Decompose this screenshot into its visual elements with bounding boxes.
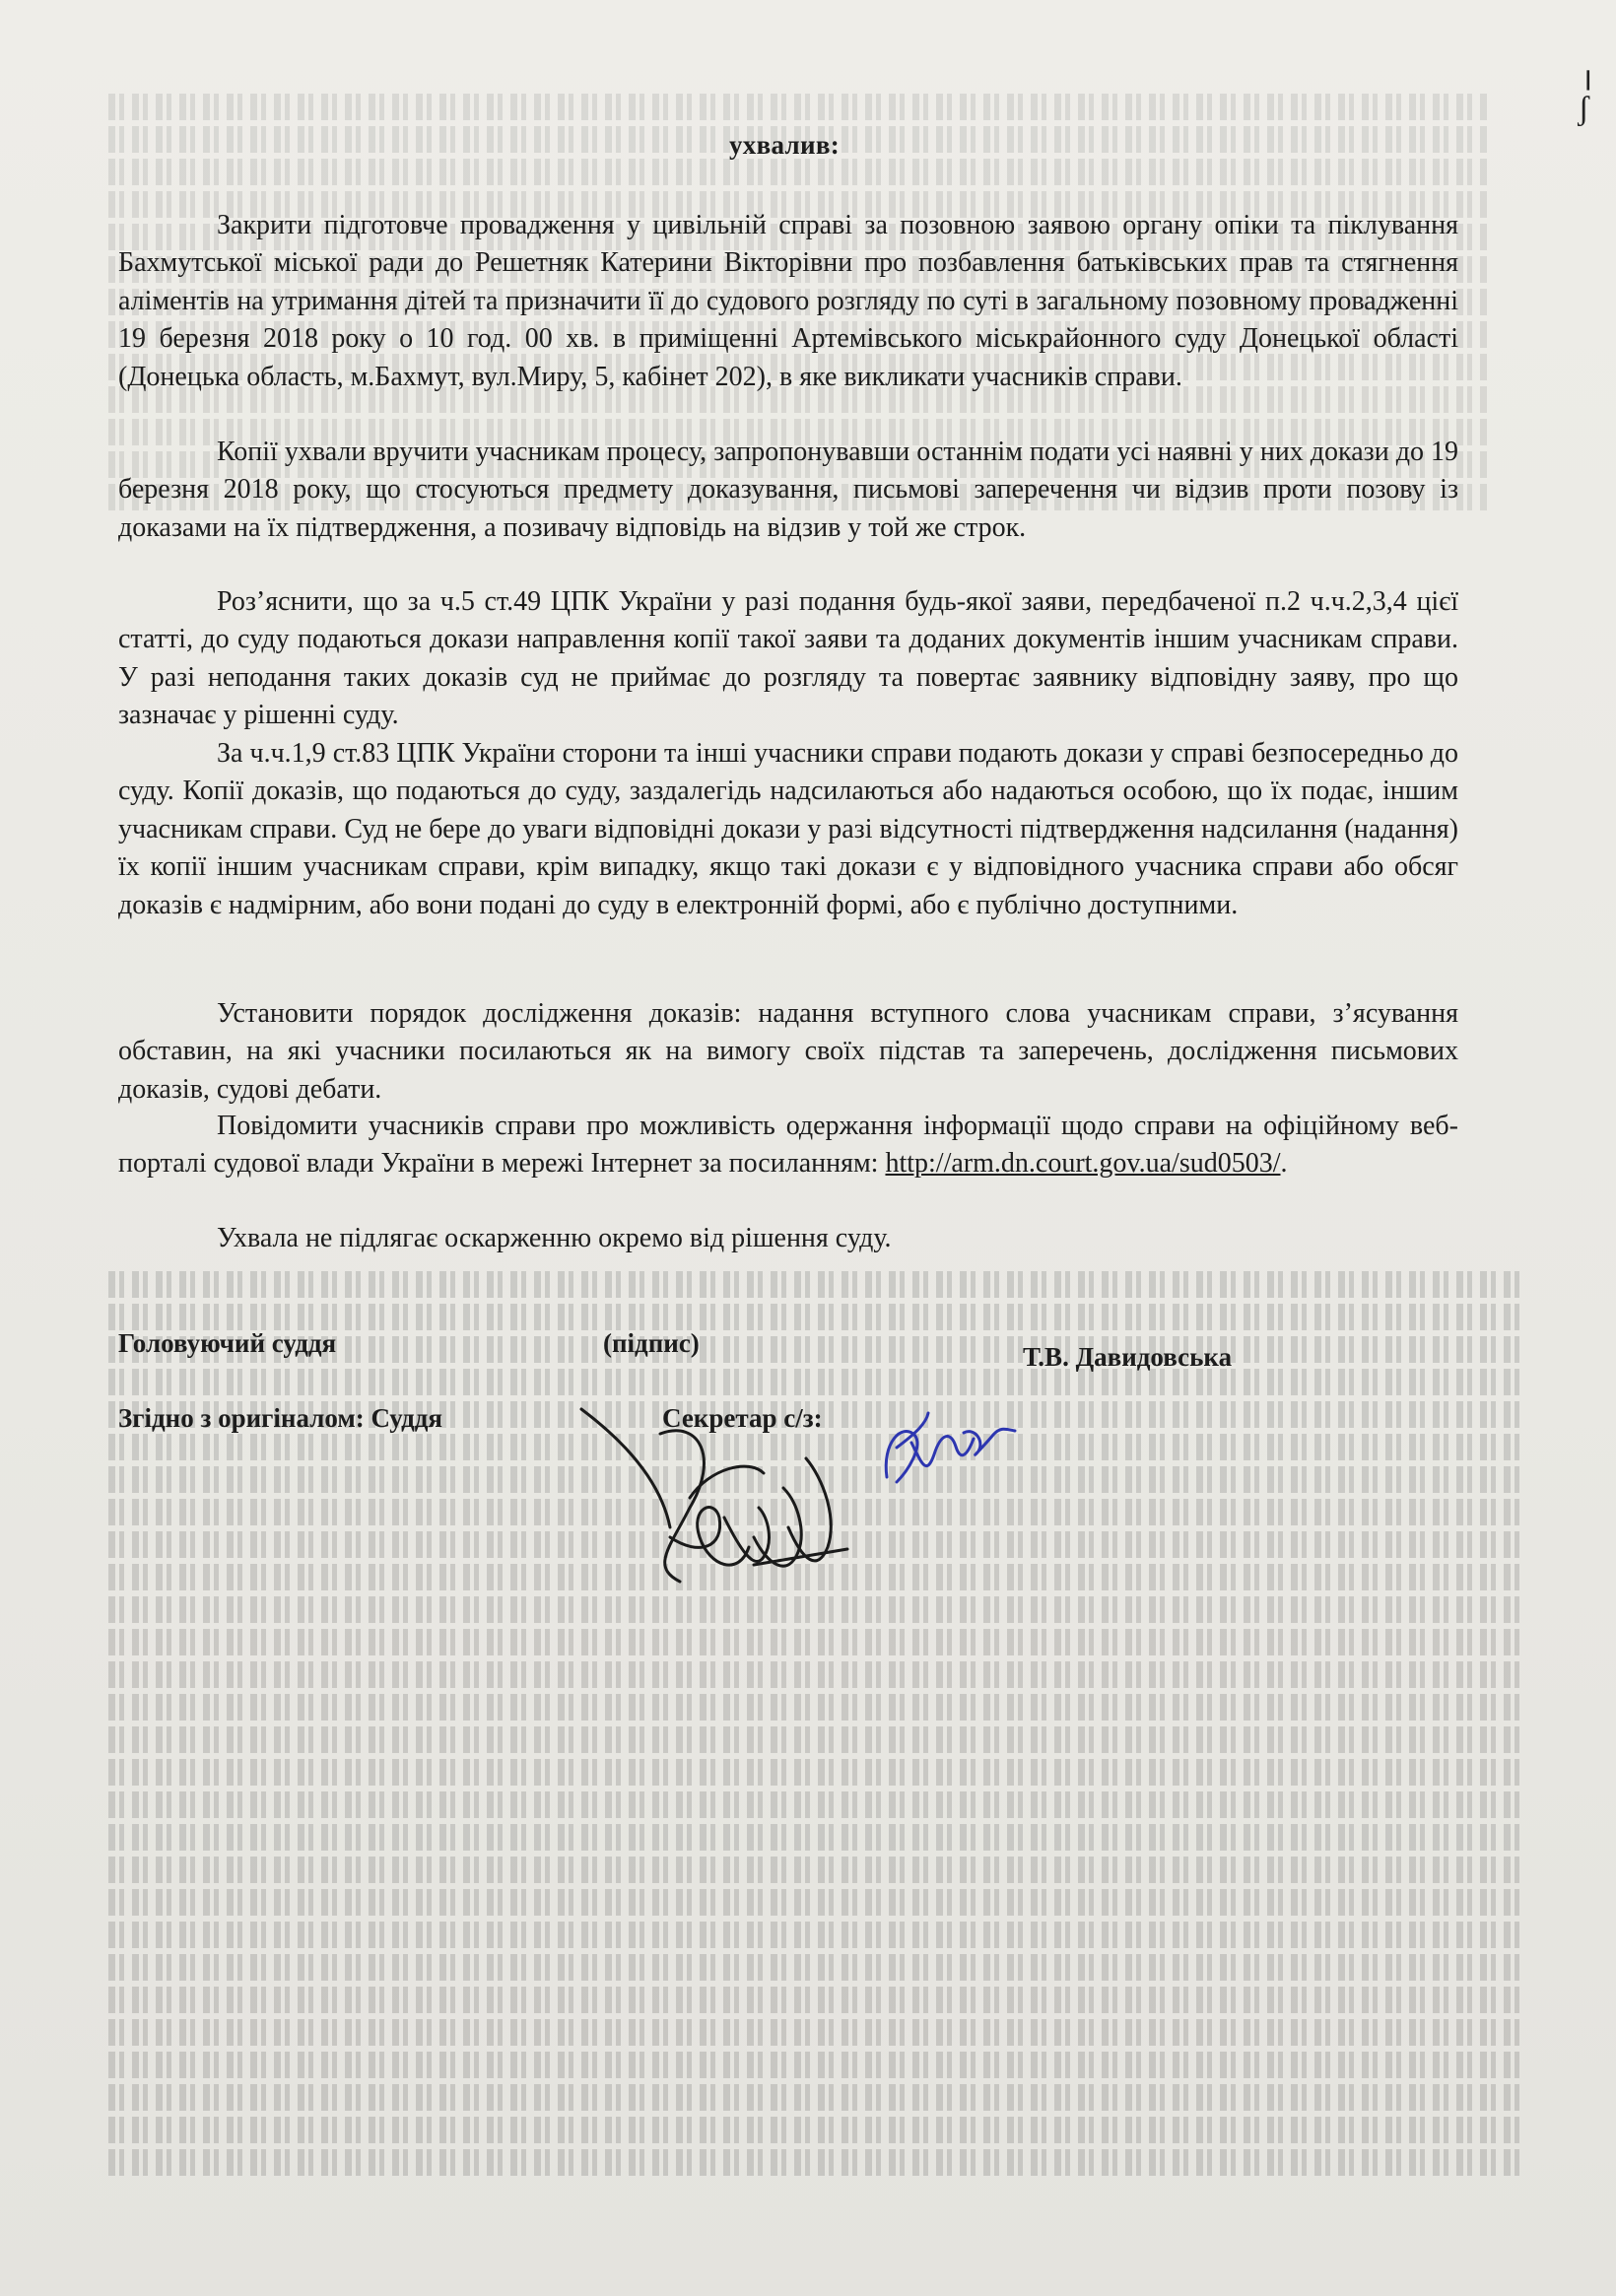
- judge-name: Т.В. Давидовська: [1023, 1342, 1233, 1372]
- handwritten-signature-icon: [552, 1399, 867, 1646]
- paragraph-explanation-art49: Роз’яснити, що за ч.5 ст.49 ЦПК України у разі подання будь-якої заяви, передбаченої п.2 ч.ч.2,3,4 цієї статті, до суду подаються докази направлення копії такої заяви та доданих документів іншим учасникам справи. У разі неподання таких доказів суд не приймає до розгляду та повертає заявнику відповідну заяву, про що зазначає у рішенні суду.: [118, 586, 1458, 731]
- court-portal-link[interactable]: http://arm.dn.court.gov.ua/sud0503/: [885, 1148, 1281, 1180]
- signed-label: (підпис): [603, 1328, 700, 1358]
- notice-tail: .: [1280, 1148, 1288, 1180]
- paragraph-art83: За ч.ч.1,9 ст.83 ЦПК України сторони та інші учасники справи подають докази у справі безпосередньо до суду. Копії доказів, що подаються до суду, заздалегідь надсилаються або надаються особою, що їх подає, іншим учасникам справи. Суд не бере до уваги відповідні докази у разі відсутності підтвердження надсилання (надання) їх копії іншим учасникам справи, крім випадку, якщо такі докази є у відповідного учасника справи або обсяг доказів є надмірним, або вони подані до суду в електронній формі, або є публічно доступними.: [118, 738, 1458, 920]
- paragraph-close-preparatory: Закрити підготовче провадження у цивільній справі за позовною заявою органу опіки та піклування Бахмутської міської ради до Решетняк Катерини Вікторівни про позбавлення батьківських прав та стягнення аліментів на утримання дітей та призначити її до судового розгляду по суті в загальному позовному провадженні 19 березня 2018 року о 10 год. 00 хв. в приміщенні Артемівського міськрайонного суду Донецької області (Донецька область, м.Бахмут, вул.Миру, 5, кабінет 202), в яке викликати учасників справи.: [118, 210, 1458, 392]
- paragraph-copies: Копії ухвали вручити учасникам процесу, запропонувавши останнім подати усі наявні у них докази до 19 березня 2018 року, що стосуються предмету доказування, письмові заперечення чи відзив проти позову із доказами на їх підтвердження, а позивачу відповідь на відзив у той же строк.: [118, 437, 1458, 543]
- staple-mark: ╷ ʃ: [1578, 53, 1598, 127]
- paragraph-evidence-order: Установити порядок дослідження доказів: надання вступного слова учасникам справи, з’ясування обставин, на які учасники посилаються як на вимогу своїх підстав та заперечень, дослідження письмових доказів, судові дебати.: [118, 998, 1458, 1105]
- paragraph-notice: [118, 1108, 1458, 1183]
- blue-ink-signature-icon: [867, 1403, 1025, 1502]
- notice-text: Повідомити учасників справи про можливість одержання інформації щодо справи на офіційному веб-порталі судової влади України в мережі Інтернет за посиланням:: [118, 1111, 1458, 1180]
- paragraph-no-appeal: Ухвала не підлягає оскарженню окремо від рішення суду.: [217, 1223, 892, 1253]
- resolution-heading: ухвалив:: [729, 130, 840, 160]
- secretary-label: Секретар с/з:: [662, 1403, 823, 1433]
- original-copy-label: Згідно з оригіналом: Суддя: [118, 1403, 443, 1433]
- presiding-judge-label: Головуючий суддя: [118, 1328, 337, 1358]
